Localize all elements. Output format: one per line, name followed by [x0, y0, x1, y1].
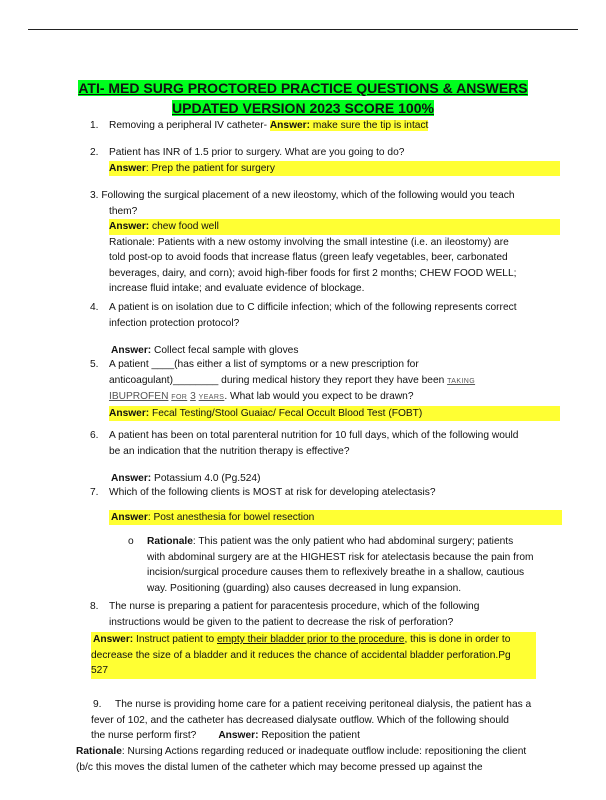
answer-line-2: decrease the size of a bladder and it reduces the chance of accidental bladder perforation.Pg: [91, 649, 511, 661]
question-number: 1.: [90, 120, 99, 131]
question-text-end: . What lab would you expect to be drawn?: [224, 391, 414, 402]
question-text-cont: them?: [109, 205, 138, 217]
rationale-line: beverages, dairy, and corn); avoid high-fiber foods for first 2 months; CHEW FOOD WELL;: [109, 267, 517, 279]
taking-text: TAKING: [447, 377, 476, 385]
answer-block: [91, 632, 536, 679]
answer-label: Answer:: [93, 634, 134, 645]
question-number: 8.: [90, 601, 99, 612]
for-text: FOR: [171, 394, 188, 401]
answer-label: Answer: [111, 511, 148, 523]
question-text: 3. Following the surgical placement of a new ileostomy, which of the following would you teach: [90, 190, 515, 201]
answer-text: Instruct patient to: [133, 634, 218, 645]
answer-label: Answer: [109, 162, 146, 174]
rationale-label: Rationale: [147, 536, 193, 547]
question-number: 5.: [90, 359, 99, 370]
question-number: 4.: [90, 302, 99, 313]
question-text: The nurse is providing home care for a patient receiving peritoneal dialysis, the patient has a: [115, 699, 532, 710]
question-text-cont: anticoagulant)________ during medical history they report they have been: [109, 374, 448, 386]
question-3: [90, 188, 560, 297]
question-text: Which of the following clients is MOST at risk for developing atelectasis?: [109, 487, 436, 498]
years-text: YEARS: [198, 394, 225, 401]
answer-text: Fecal Testing/Stool Guaiac/ Fecal Occult Blood Test (FOBT): [149, 407, 423, 419]
answer-label: Answer:: [109, 221, 150, 232]
question-text-cont: be an indication that the nutrition therapy is effective?: [109, 445, 350, 457]
rationale-line: increase fluid intake; and evaluate evidence of blockage.: [109, 283, 365, 294]
title-line-1: ATI- MED SURG PROCTORED PRACTICE QUESTIONS & ANSWERS: [78, 80, 528, 96]
question-text: Removing a peripheral IV catheter-: [109, 120, 270, 131]
rationale-label: Rationale: [76, 746, 122, 757]
rationale-line: (b/c this moves the distal lumen of the catheter which may become pressed up against the: [76, 761, 483, 773]
answer-text: Collect fecal sample with gloves: [151, 345, 299, 356]
answer-underlined: empty their bladder prior to the procedure: [217, 634, 405, 645]
answer-text: make sure the tip is intact: [310, 120, 429, 131]
answer-text: Potassium 4.0 (Pg.524): [151, 473, 261, 484]
three-text: 3: [190, 391, 196, 402]
final-rationale: [76, 744, 576, 775]
answer-label: Answer:: [269, 120, 311, 131]
question-text-cont: instructions would be given to the patient to decrease the risk of perforation?: [109, 616, 454, 628]
answer-text: Reposition the patient: [258, 730, 360, 741]
question-text-end: the nurse perform first?: [91, 730, 197, 741]
question-number: 9.: [93, 699, 102, 710]
question-text: A patient has been on total parenteral nutrition for 10 full days, which of the following would: [109, 430, 519, 441]
answer-text: : Post anesthesia for bowel resection: [147, 511, 315, 523]
ibuprofen-text: IBUPROFEN: [109, 391, 169, 402]
rationale-line: incision/surgical procedure causes them to reflexively breathe in a shallow, cautious: [147, 567, 525, 578]
answer-line-3: 527: [91, 665, 108, 676]
rationale-line: told post-op to avoid foods that increase flatus (green leafy vegetables, beer, carbonated: [109, 252, 508, 263]
answer-label: Answer:: [111, 473, 152, 484]
answer-label: Answer:: [111, 345, 152, 356]
top-divider: [28, 29, 578, 30]
page-title: [55, 78, 551, 118]
question-number: 2.: [90, 147, 99, 158]
bullet-marker: o: [128, 536, 134, 547]
rationale-line: : This patient was the only patient who had abdominal surgery; patients: [192, 536, 514, 547]
answer-text-cont: , this is done in order to: [404, 634, 511, 645]
answer-text: : Prep the patient for surgery: [145, 162, 275, 174]
rationale-line: with abdominal surgery are at the HIGHEST risk for atelectasis because the pain from: [147, 551, 534, 563]
question-text-cont: infection protection protocol?: [109, 317, 240, 329]
question-number: 6.: [90, 430, 99, 441]
answer-label: Answer:: [218, 730, 259, 741]
question-number: 7.: [90, 487, 99, 498]
question-text-cont: fever of 102, and the catheter has decreased dialysate outflow. Which of the following should: [91, 714, 509, 726]
rationale-line: way. Positioning (guarding) also causes decreased in lung expansion.: [147, 582, 462, 594]
rationale-line: : Nursing Actions regarding reduced or inadequate outflow include: repositioning the client: [121, 746, 527, 757]
question-text: A patient ____(has either a list of symptoms or a new prescription for: [109, 359, 419, 370]
title-line-2: UPDATED VERSION 2023 SCORE 100%: [172, 100, 434, 116]
question-text: Patient has INR of 1.5 prior to surgery. What are you going to do?: [109, 147, 405, 158]
answer-label: Answer:: [109, 407, 150, 419]
question-text: A patient is on isolation due to C difficile infection; which of the following represents correct: [109, 302, 517, 313]
answer-text: chew food well: [149, 221, 219, 232]
question-text: The nurse is preparing a patient for paracentesis procedure, which of the following: [109, 601, 480, 612]
rationale-line: Rationale: Patients with a new ostomy involving the small intestine (i.e. an ileostomy) are: [109, 236, 509, 248]
